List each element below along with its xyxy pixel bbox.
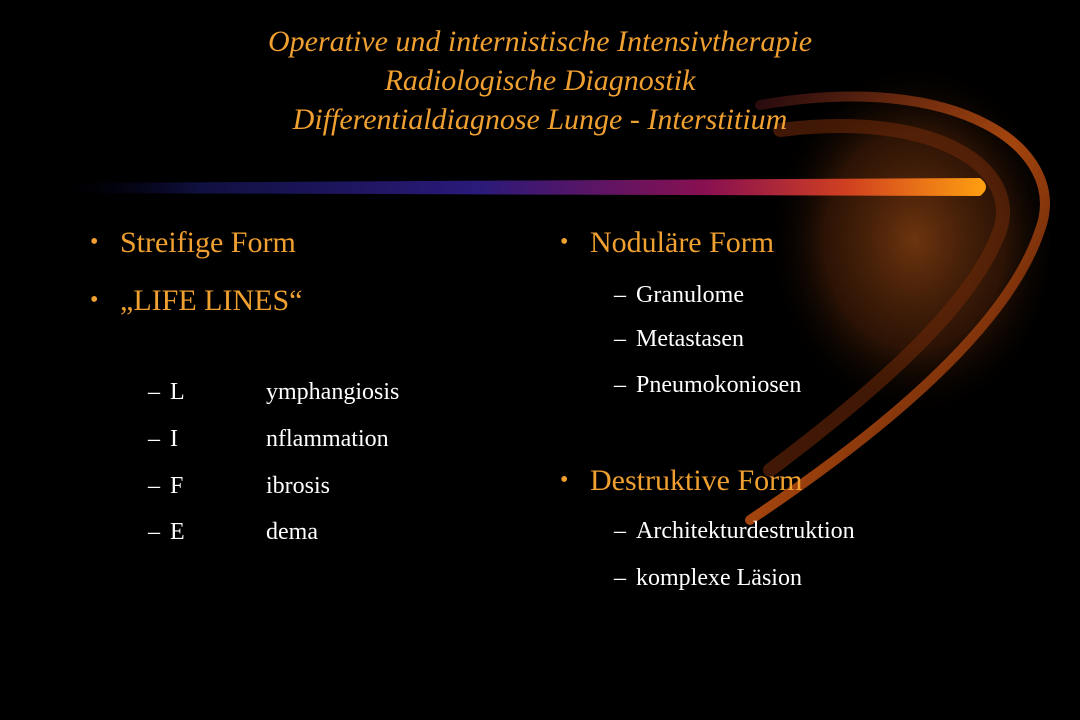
item-text: ibrosis — [266, 473, 331, 499]
list-item-metastasen — [614, 326, 744, 353]
dash-icon: – — [148, 473, 160, 499]
bullet-text: Destruktive Form — [590, 464, 803, 497]
list-item-lymphangiosis — [148, 379, 399, 406]
item-text: Metastasen — [636, 326, 744, 352]
item-text: Granulome — [636, 282, 744, 308]
bullet-destruktive-form — [560, 464, 802, 498]
bullet-icon: • — [90, 287, 99, 313]
bullet-text: Noduläre Form — [590, 226, 775, 259]
list-item-architekturdestruktion — [614, 518, 855, 545]
dash-icon: – — [614, 326, 626, 352]
title-line-3: Differentialdiagnose Lunge - Interstitium — [292, 103, 788, 136]
list-item-edema — [148, 519, 318, 546]
bullet-icon: • — [90, 229, 99, 255]
list-item-pneumokoniosen — [614, 372, 801, 399]
list-item-fibrosis — [148, 473, 330, 500]
list-item-inflammation — [148, 426, 389, 453]
bullet-icon: • — [560, 229, 569, 255]
dash-icon: – — [614, 518, 626, 544]
item-letter: L — [170, 379, 185, 405]
list-item-granulome — [614, 282, 744, 309]
bullet-nodulaere-form — [560, 226, 774, 260]
bullet-life-lines — [90, 284, 302, 318]
item-text: dema — [266, 519, 318, 545]
item-letter: F — [170, 473, 184, 499]
item-text: nflammation — [266, 426, 389, 452]
dash-icon: – — [148, 379, 160, 405]
item-letter: I — [170, 426, 178, 452]
bullet-text: „LIFE LINES“ — [120, 284, 303, 317]
item-text: komplexe Läsion — [636, 565, 802, 591]
slide-title — [0, 22, 1080, 139]
title-line-1: Operative und internistische Intensivtherapie — [267, 25, 813, 58]
gradient-bar — [60, 178, 986, 196]
dash-icon: – — [148, 426, 160, 452]
dash-icon: – — [614, 282, 626, 308]
item-text: Architekturdestruktion — [636, 518, 855, 544]
dash-icon: – — [614, 565, 626, 591]
item-text: ymphangiosis — [266, 379, 400, 405]
list-item-komplexe-laesion — [614, 565, 802, 592]
item-text: Pneumokoniosen — [636, 372, 802, 398]
bullet-streifige-form — [90, 226, 296, 260]
title-line-2: Radiologische Diagnostik — [384, 64, 696, 97]
dash-icon: – — [148, 519, 160, 545]
item-letter: E — [170, 519, 185, 545]
bullet-icon: • — [560, 467, 569, 493]
dash-icon: – — [614, 372, 626, 398]
bullet-text: Streifige Form — [120, 226, 296, 259]
